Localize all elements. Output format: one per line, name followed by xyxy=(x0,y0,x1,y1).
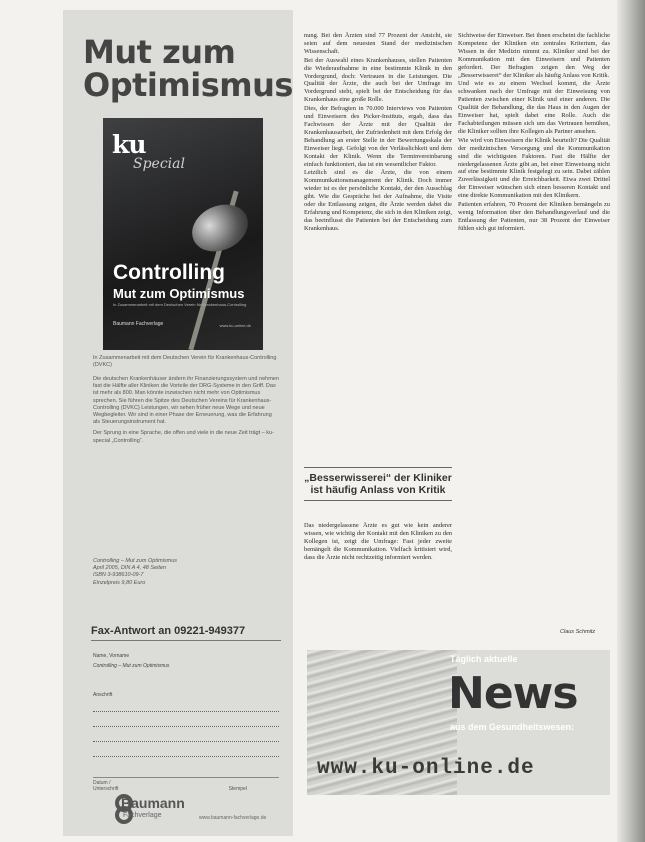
fax-order-number: Fax-Antwort an 09221-949377 xyxy=(91,625,246,637)
magazine-cover xyxy=(103,118,263,350)
publisher-url: www.baumann-fachverlage.de xyxy=(199,815,267,821)
form-label-title: Controlling – Mut zum Optimismus xyxy=(93,663,170,669)
signature-date-label: Datum / Unterschrift xyxy=(93,780,119,792)
paragraph: Das niedergelassene Ärzte es gut wie kein anderer wissen, wie wichtig der Kontakt mit den Kliniken zu den Kollegen ist, zeigt die Umfrage: Fast jeder zweite bemängelt die Kommunikation. Vielfach kritisiert wird, dass die Ärzte nicht rechtzeitig informiert werden. xyxy=(304,522,452,561)
ad-divider xyxy=(91,640,281,641)
paragraph: Patienten erfahren, 70 Prozent der Kliniken bemängeln zu wenig Information über den Behandlungsverlauf und die Entlassung der Patienten, nur 38 Prozent der Einweiser fühlen sich gut informiert. xyxy=(458,201,610,232)
ad-body-text: Die deutschen Krankenhäuser ändern ihr Finanzierungssystem und nehmen fast die Hälfte aller Kliniken die Vorteile der DRG-Systeme in den Griff. Das ist mehr als 800. Man könnte inzwischen nicht mehr von Optimismus sprechen. Sie führen die Spitze des Deutschen Vereins für Krankenhaus-Controlling (DVKC) Leistungen, wir sehen früher neue Wege und neue Wegbegleiter. Wir sind in einer Phase der Erneuerung, was die Erfahrung als Steuerungsinstrument hat. xyxy=(93,376,279,426)
paragraph: Sichtweise der Einweiser. Bei ihnen erscheint die fachliche Kompetenz der Kliniken ein zentrales Kriterium, das Wissen in der Medizin nimmt zu. Kliniker sind bei der Kommunikation mit den Einweisern und Patienten gefordert. Der Befragten zeigen den Weg der „Besserwisserei“ der Kliniker als häufig Anlass von Kritik. xyxy=(458,32,610,79)
form-line[interactable] xyxy=(93,726,279,727)
news-headline: News xyxy=(448,668,578,719)
order-title: Controlling – Mut zum Optimismus xyxy=(93,558,178,564)
paragraph: Letztlich sind es die Ärzte, die von einem Kommunikationsmanagement der Klinik. Doch immer wieder ist es der persönliche Kontakt, der den Ausschlag gibt. Wie die Gespräche bei der Aufnahme, die Visite oder die Entlassung zeigen, die Ärzte werden dabei die Erfahrung und Kompetenz, die sich in den Kliniken zeigt, das beeinflusst die Patienten bei der Entscheidung zum Krankenhaus. xyxy=(304,169,453,232)
signature-row[interactable] xyxy=(93,777,279,792)
ad-title: Mut zum Optimismus xyxy=(83,33,293,104)
form-line[interactable] xyxy=(93,711,279,712)
author-byline: Claus Schmitz xyxy=(560,629,596,635)
article-column-2 xyxy=(304,522,452,563)
article-column-3 xyxy=(458,32,610,234)
publisher-name: Baumann xyxy=(121,795,185,811)
cover-special-label: Special xyxy=(133,156,185,172)
paragraph: Dies, der Befragten in 70.000 Interviews von Patienten und Einweisern des Picker-Instituts, ergab, dass das Fachwissen der Ärzte mit der Qualität der Krankenhausarbeit, der Zufriedenheit mit dem Erfolg der Behandlung an erster Stelle in der Bewertungsskala der Einweiser liegt. Gefolgt von der Verlässlichkeit und dem Kontakt der Klinik. Wenn die Terminvereinbarung einfach funktioniert, das ist ein wesentlicher Faktor. xyxy=(304,105,452,168)
cover-title: Controlling xyxy=(113,261,225,284)
article-column-1 xyxy=(304,32,452,234)
cover-tagline: In Zusammenarbeit mit dem Deutschen Verein für Krankenhaus-Controlling xyxy=(113,302,247,307)
news-subtitle: aus dem Gesundheitswesen: xyxy=(450,722,575,732)
ad-intro-text: In Zusammenarbeit mit dem Deutschen Verein für Krankenhaus-Controlling (DVKC) xyxy=(93,355,277,369)
form-label-address: Anschrift xyxy=(93,692,113,698)
paragraph: Bei der Auswahl eines Krankenhauses, stellen Patienten die Wiederaufnahme in eine bestimmte Klinik in den Vordergrund, doch: Vertrauen in die Leistungen. Die Qualität der Ärzte, die auch bei der Umfrage im Vordergrund steht, spielt bei der Entscheidung für das Krankenhaus eine große Rolle. xyxy=(304,56,452,104)
cover-publisher-logo: Baumann Fachverlage xyxy=(113,321,164,327)
page-gutter-shadow xyxy=(617,0,645,842)
form-line[interactable] xyxy=(93,756,279,757)
cover-subtitle: Mut zum Optimismus xyxy=(113,286,245,301)
pull-quote: „Besserwisserei“ der Kliniker ist häufig Anlass von Kritik xyxy=(304,467,452,501)
advertisement-panel xyxy=(63,10,293,836)
ad-intro xyxy=(93,355,279,373)
ad-order-info xyxy=(93,558,279,587)
order-format: April 2005, DIN A 4, 48 Seiten xyxy=(93,565,166,572)
publisher-subtitle: Fachverlage xyxy=(123,812,162,819)
paragraph: Wie wird von Einweisern die Klinik beurteilt? Die Qualität der medizinischen Versorgung und die Kommunikation sind die wichtigsten Faktoren. Fast die Hälfte der niedergelassenen Ärzte gibt an, bei einer Einweisung nicht auf eine bestimmte Klinik festgelegt zu sein. Dabei zählen Zuverlässigkeit und die Erreichbarkeit. Etwa zwei Drittel der Einweiser wünschen sich einen besseren Kontakt und eine direkte Kommunikation mit den Klinikern. xyxy=(458,136,610,200)
ad-body-text-2: Der Sprung in eine Sprache, die offen und viele in die neue Zeit trägt – ku-special „Controlling“. xyxy=(93,430,274,444)
paragraph: nung. Bei den Ärzten sind 77 Prozent der Ansicht, sie seien auf dem neuesten Stand der medizinischen Wissenschaft. xyxy=(304,32,452,55)
paragraph: Und wie es zu einem Wechsel kommt, die Ärzte schwanken nach der Umfrage mit der Einweisung von Patienten zwischen einer Klinik und einer anderen. Die Qualität der Behandlung, die das Haus in den Augen der Einweiser hat, spielt dabei eine Rolle. Auch die Fachabteilungen müssen sich um das Vertrauen bemühen, die Kliniker sollten ihre Kollegen als Partner ansehen. xyxy=(458,80,610,135)
news-advertisement[interactable] xyxy=(307,650,610,795)
cover-url: www.ku-online.de xyxy=(219,323,251,328)
ad-body xyxy=(93,376,279,449)
stamp-label: Stempel xyxy=(228,786,247,792)
form-label-name: Name, Vorname xyxy=(93,653,130,659)
form-line[interactable] xyxy=(93,741,279,742)
cover-ku-logo: ku xyxy=(112,130,146,159)
news-kicker: Täglich aktuelle xyxy=(450,654,518,664)
order-isbn: ISBN 3-938610-09-7 xyxy=(93,572,144,579)
order-price: Einzelpreis 9,80 Euro xyxy=(93,579,146,586)
cover-beetle-image xyxy=(184,196,255,260)
news-url-link[interactable]: www.ku-online.de xyxy=(317,757,535,780)
